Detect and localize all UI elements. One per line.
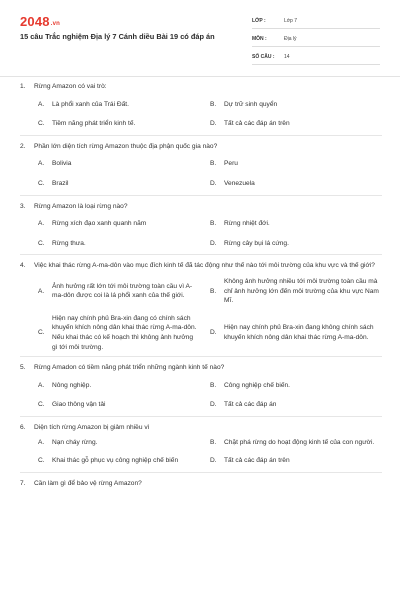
answer-option-a[interactable]	[38, 277, 210, 306]
option-text: Ảnh hưởng rất lớn tới môi trường toàn cầu vì A-ma-dôn được coi là lá phổi xanh của thế giới.	[52, 282, 193, 300]
option-text: Hiện nay chính phủ Bra-xin đang có chính sách khuyến khích nông dân khai thác rừng A-ma-dôn. Nếu khai thác có kế hoạch thì không ảnh hưởng gì tới môi trường.	[52, 314, 197, 351]
question-text: Rừng Amadon có tiềm năng phát triển những ngành kinh tế nào?	[34, 364, 225, 372]
option-text: Nạn cháy rừng.	[52, 439, 98, 447]
option-letter: D.	[210, 120, 217, 128]
option-letter: A.	[38, 439, 45, 447]
answer-option-d[interactable]	[210, 239, 382, 249]
question-item	[20, 196, 382, 249]
question-stem	[20, 261, 382, 271]
option-text: Tất cả các đáp án	[224, 401, 277, 409]
option-text: Peru	[224, 160, 238, 168]
question-item	[20, 255, 382, 352]
option-letter: B.	[210, 287, 217, 295]
question-number: 2.	[20, 142, 26, 150]
answer-option-d[interactable]	[210, 400, 382, 410]
answer-options	[20, 159, 382, 188]
logo-main-text: 2048	[20, 14, 50, 29]
option-letter: C.	[38, 239, 45, 247]
option-letter: D.	[210, 401, 217, 409]
option-text: Không ảnh hưởng nhiều tới môi trường toàn cầu mà chỉ ảnh hưởng lớn đến môi trường của khu vực Nam Mĩ.	[224, 277, 379, 305]
question-stem	[20, 363, 382, 373]
option-letter: A.	[38, 220, 45, 228]
option-text: Rừng cây bụi lá cứng.	[224, 239, 289, 247]
logo-sub-text: .vn	[50, 21, 61, 27]
option-text: Rừng nhiệt đới.	[224, 220, 270, 228]
question-stem	[20, 423, 382, 433]
question-text: Rừng Amazon là loại rừng nào?	[34, 202, 128, 210]
meta-value: Lớp 7	[284, 18, 298, 24]
answer-option-b[interactable]	[210, 381, 382, 391]
question-item	[20, 77, 382, 129]
option-text: Rừng xích đạo xanh quanh năm	[52, 220, 147, 228]
answer-option-d[interactable]	[210, 314, 382, 352]
question-text: Phần lớn diện tích rừng Amazon thuộc địa phận quốc gia nào?	[34, 142, 218, 150]
answer-option-d[interactable]	[210, 456, 382, 466]
answer-option-b[interactable]	[210, 159, 382, 169]
question-number: 6.	[20, 423, 26, 431]
option-text: Chặt phá rừng do hoạt động kinh tế của con người.	[224, 439, 375, 447]
option-text: Tất cả các đáp án trên	[224, 457, 290, 465]
document-meta	[252, 14, 380, 68]
meta-value: 14	[284, 54, 290, 60]
question-stem	[20, 82, 382, 92]
question-text: Cần làm gì để bảo vệ rừng Amazon?	[34, 479, 142, 487]
answer-option-a[interactable]	[38, 438, 210, 448]
meta-row-count	[252, 50, 380, 65]
option-letter: D.	[210, 329, 217, 337]
option-letter: B.	[210, 381, 217, 389]
option-letter: B.	[210, 439, 217, 447]
answer-option-b[interactable]	[210, 219, 382, 229]
answer-option-a[interactable]	[38, 159, 210, 169]
question-stem	[20, 479, 382, 489]
question-stem	[20, 202, 382, 212]
question-number: 3.	[20, 202, 26, 210]
question-text: Diện tích rừng Amazon bị giảm nhiều vì	[34, 423, 150, 431]
question-stem	[20, 142, 382, 152]
option-letter: C.	[38, 329, 45, 337]
meta-row-subject	[252, 32, 380, 47]
answer-option-b[interactable]	[210, 100, 382, 110]
answer-options	[20, 438, 382, 465]
answer-option-b[interactable]	[210, 438, 382, 448]
option-letter: A.	[38, 381, 45, 389]
option-text: Brazil	[52, 179, 69, 187]
option-text: Rừng thưa.	[52, 239, 86, 247]
option-letter: A.	[38, 160, 45, 168]
option-text: Nông nghiệp.	[52, 381, 92, 389]
answer-option-c[interactable]	[38, 119, 210, 129]
option-letter: A.	[38, 100, 45, 108]
answer-option-c[interactable]	[38, 314, 210, 352]
answer-options	[20, 100, 382, 129]
question-item	[20, 136, 382, 189]
question-number: 4.	[20, 262, 26, 270]
option-text: Venezuela	[224, 179, 255, 187]
question-number: 5.	[20, 364, 26, 372]
option-text: Tất cả các đáp án trên	[224, 120, 290, 128]
answer-options	[20, 219, 382, 248]
meta-label: MÔN :	[252, 36, 267, 42]
question-number: 7.	[20, 479, 26, 487]
question-text: Rừng Amazon có vai trò:	[34, 83, 107, 90]
option-text: Tiềm năng phát triển kinh tế.	[52, 120, 136, 128]
option-letter: C.	[38, 457, 45, 465]
option-letter: B.	[210, 220, 217, 228]
meta-value: Địa lý	[284, 36, 297, 42]
option-text: Bolivia	[52, 160, 72, 168]
meta-label: SỐ CÂU :	[252, 54, 275, 60]
answer-option-a[interactable]	[38, 219, 210, 229]
answer-option-c[interactable]	[38, 179, 210, 189]
option-letter: A.	[38, 287, 45, 295]
option-letter: C.	[38, 120, 45, 128]
option-letter: D.	[210, 239, 217, 247]
question-item	[20, 473, 382, 489]
page-header	[0, 0, 400, 70]
question-list	[20, 77, 382, 488]
document-title: 15 câu Trắc nghiệm Địa lý 7 Cánh diều Bài 19 có đáp án	[20, 32, 215, 41]
option-letter: B.	[210, 100, 217, 108]
question-text: Việc khai thác rừng A-ma-dôn vào mục đích kinh tế đã tác động như thế nào tới môi trường của khu vực và thế giới?	[34, 262, 375, 270]
question-item	[20, 417, 382, 466]
option-text: Hiện nay chính phủ Bra-xin đang không chính sách khuyến khích nông dân khai thác rừng A-ma-dôn.	[224, 324, 374, 341]
option-letter: D.	[210, 457, 217, 465]
answer-option-b[interactable]	[210, 277, 382, 306]
answer-option-c[interactable]	[38, 400, 210, 410]
answer-option-c[interactable]	[38, 239, 210, 249]
question-item	[20, 357, 382, 410]
option-text: Giao thông vận tải	[52, 401, 106, 409]
meta-label: LỚP :	[252, 18, 266, 24]
option-letter: B.	[210, 160, 217, 168]
meta-row-class	[252, 14, 380, 29]
answer-option-a[interactable]	[38, 381, 210, 391]
answer-option-d[interactable]	[210, 119, 382, 129]
answer-options	[20, 381, 382, 410]
answer-option-d[interactable]	[210, 179, 382, 189]
site-logo[interactable]	[20, 14, 60, 29]
option-text: Là phổi xanh của Trái Đất.	[52, 100, 129, 108]
option-text: Khai thác gỗ phục vụ công nghiệp chế biến	[52, 457, 179, 465]
answer-options	[20, 277, 382, 352]
answer-option-c[interactable]	[38, 456, 210, 466]
question-number: 1.	[20, 83, 26, 90]
answer-option-a[interactable]	[38, 100, 210, 110]
option-letter: C.	[38, 401, 45, 409]
option-text: Công nghiệp chế biến.	[224, 381, 290, 389]
option-text: Dự trữ sinh quyển	[224, 100, 278, 108]
option-letter: D.	[210, 179, 217, 187]
option-letter: C.	[38, 179, 45, 187]
